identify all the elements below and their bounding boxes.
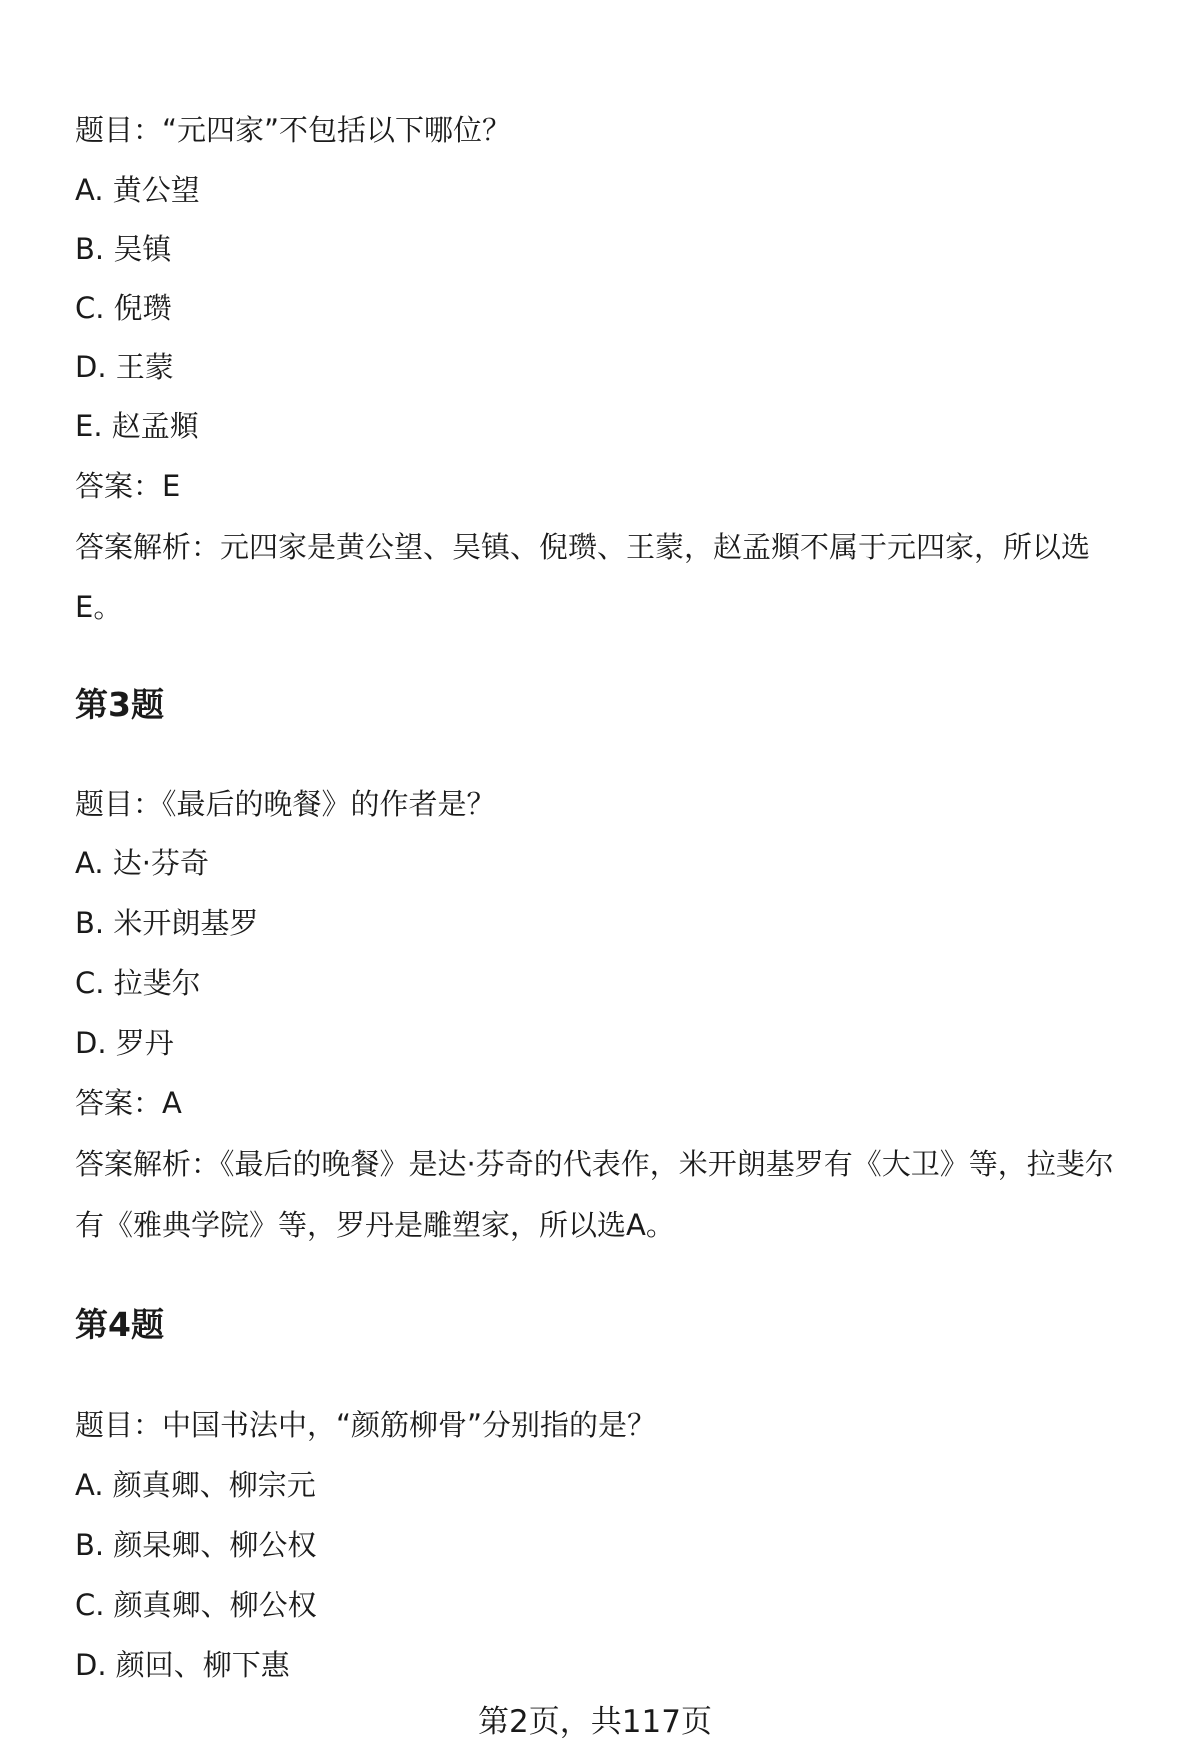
q2-option-b: B. 吴镇: [75, 232, 172, 266]
q2-analysis-line1: 答案解析：元四家是黄公望、吴镇、倪瓒、王蒙，赵孟頫不属于元四家，所以选: [75, 530, 1091, 564]
q4-option-a: A. 颜真卿、柳宗元: [75, 1468, 316, 1502]
q2-option-d: D. 王蒙: [75, 350, 174, 384]
q2-option-a: A. 黄公望: [75, 173, 200, 207]
q2-option-c: C. 倪瓒: [75, 291, 172, 325]
q4-option-c: C. 颜真卿、柳公权: [75, 1588, 317, 1622]
q3-analysis-line1: 答案解析：《最后的晚餐》是达·芬奇的代表作，米开朗基罗有《大卫》等，拉斐尔: [75, 1147, 1114, 1181]
q3-option-d: D. 罗丹: [75, 1026, 174, 1060]
q2-answer: 答案：E: [75, 469, 181, 503]
q4-option-d: D. 颜回、柳下惠: [75, 1648, 290, 1682]
q4-question: 题目：中国书法中，“颜筋柳骨”分别指的是？: [75, 1408, 657, 1442]
page-footer: 第2页，共117页: [478, 1704, 712, 1740]
q2-question: 题目：“元四家”不包括以下哪位？: [75, 113, 512, 147]
q3-answer: 答案：A: [75, 1086, 182, 1120]
q4-option-b: B. 颜杲卿、柳公权: [75, 1528, 317, 1562]
q3-analysis-line2: 有《雅典学院》等，罗丹是雕塑家，所以选A。: [75, 1208, 675, 1242]
q3-question: 题目：《最后的晚餐》的作者是？: [75, 787, 496, 821]
q3-heading: 第3题: [75, 685, 164, 724]
q2-analysis-line2: E。: [75, 590, 123, 624]
q4-heading: 第4题: [75, 1305, 164, 1344]
q3-option-b: B. 米开朗基罗: [75, 906, 259, 940]
q3-option-c: C. 拉斐尔: [75, 966, 201, 1000]
q3-option-a: A. 达·芬奇: [75, 846, 209, 880]
q2-option-e: E. 赵孟頫: [75, 409, 199, 443]
